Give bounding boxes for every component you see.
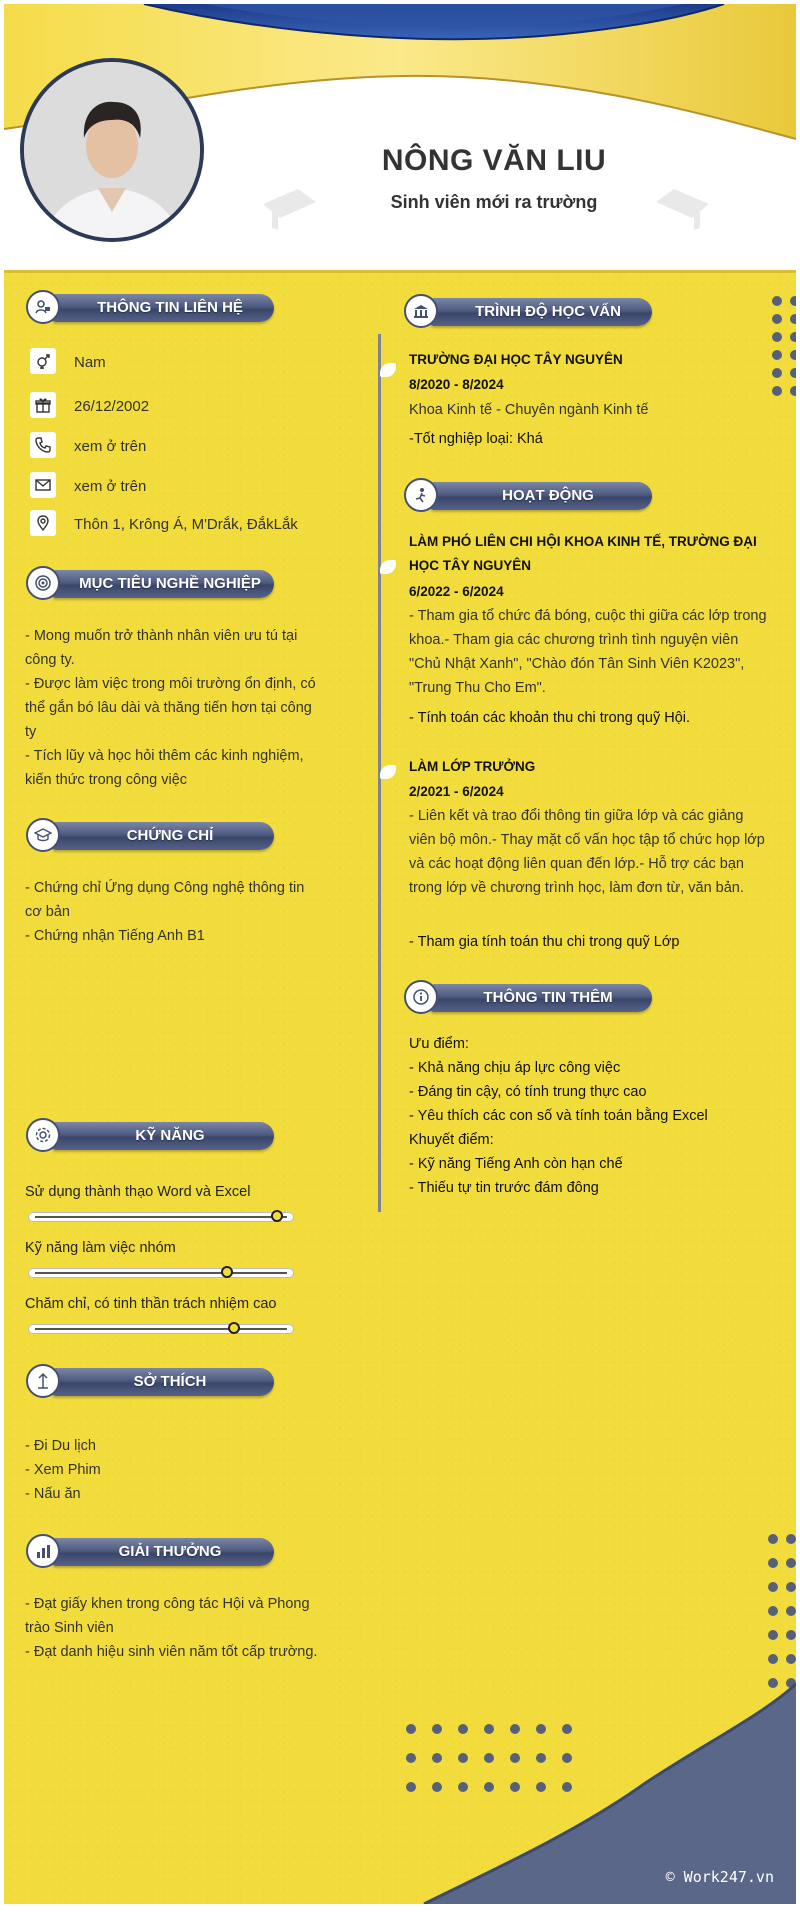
activity-role: LÀM LỚP TRƯỞNG	[409, 759, 536, 774]
education-major: Khoa Kinh tế - Chuyên ngành Kinh tế	[409, 402, 649, 418]
skill-label: Kỹ năng làm việc nhóm	[25, 1240, 176, 1256]
timeline-bullet	[380, 765, 396, 779]
avatar-portrait-icon	[24, 62, 200, 238]
info-icon	[404, 980, 438, 1014]
gear-icon	[26, 1118, 60, 1152]
target-icon	[26, 566, 60, 600]
skill-bar-teamwork	[28, 1268, 294, 1278]
cv-header	[4, 4, 796, 272]
education-school: TRƯỜNG ĐẠI HỌC TÂY NGUYÊN	[409, 352, 623, 367]
timeline-bullet	[380, 363, 396, 377]
hobbies-text: - Đi Du lịch - Xem Phim - Nấu ăn	[25, 1438, 101, 1502]
cv-page: NÔNG VĂN LIU Sinh viên mới ra trường THÔNG TIN LIÊN HỆ Nam 26/12/2002 xem ở trên xem ở trên Thôn 1, Krông Á, M'Drắk, ĐắkLắk MỤC TIÊU NGHỀ NGHIỆP - Mong muốn trở thành nhân viên ưu tú tại công ty. - Được làm việc trong môi trường ổn định, có thể gắn bó lâu dài và thăng tiến hơn tại công ty - Tích lũy và học hỏi thêm các kinh nghiệm, kiến thức trong công việc CHỨNG CHỈ - Chứng chỉ Ứng dụng Công nghệ thông tin cơ bản - Chứng nhận Tiếng Anh B1 KỸ NĂNG Sử dụng thành thạo Word và Excel Kỹ năng làm việc nhóm Chăm chỉ, có tinh thần trách nhiệm cao SỞ THÍCH - Đi Du lịch - Xem Phim - Nấu ăn GIẢI THƯỞNG - Đạt giấy khen trong công tác Hội và Phong trào Sinh viên - Đạt danh hiệu sinh viên năm tốt cấp trường. TRÌNH ĐỘ HỌC VẤN TRƯỜNG ĐẠI HỌC TÂY NGUYÊN 8/2020 - 8/2024 Khoa Kinh tế - Chuyên ngành Kinh tế -Tốt nghiệp loại: Khá HOẠT ĐỘNG LÀM PHÓ LIÊN CHI HỘI KHOA KINH TẾ, TRƯỜNG ĐẠI HỌC TÂY NGUYÊN 6/2022 - 6/2024 - Tham gia tổ chức đá bóng, cuộc thi giữa các lớp trong khoa.- Tham gia các chương trình tình nguyện viên "Chủ Nhật Xanh", "Chào đón Tân Sinh Viên K2023", "Trung Thu Cho Em". - Tính toán các khoản thu chi trong quỹ Hội. LÀM LỚP TRƯỞNG 2/2021 - 6/2024 - Liên kết và trao đổi thông tin giữa lớp và các giảng viên bộ môn.- Thay mặt cố vấn học tập tổ chức họp lớp và các hoạt động liên quan đến lớp.- Hỗ trợ các bạn trong lớp về chương trình học, làm đơn từ, văn bản. - Tham gia tính toán thu chi trong quỹ Lớp THÔNG TIN THÊM Ưu điểm: - Khả năng chịu áp lực công việc - Đáng tin cậy, có tính trung thực cao - Yêu thích các con số và tính toán bằng Excel Khuyết điểm: - Kỹ năng Tiếng Anh còn hạn chế - Thiếu tự tin trước đám đông © Work247.vn	[4, 4, 796, 1904]
decorative-dots	[768, 1534, 796, 1684]
activity-description: - Liên kết và trao đổi thông tin giữa lớp và các giảng viên bộ môn.- Thay mặt cố vấn học tập tổ chức họp lớp và các hoạt động liên quan đến lớp.- Hỗ trợ các bạn trong lớp về chương trình học, làm đơn từ, văn bản.	[409, 808, 765, 896]
objective-text: - Mong muốn trở thành nhân viên ưu tú tại công ty. - Được làm việc trong môi trường ổn định, có thể gắn bó lâu dài và thăng tiến hơn tại công ty - Tích lũy và học hỏi thêm các kinh nghiệm, kiến thức trong công việc	[25, 628, 316, 788]
timeline-bullet	[380, 560, 396, 574]
contact-info-icon	[26, 290, 60, 324]
decorative-dots	[772, 296, 796, 416]
skill-label: Sử dụng thành thạo Word và Excel	[25, 1184, 251, 1200]
school-icon	[404, 294, 438, 328]
skill-bar-word-excel	[28, 1212, 294, 1222]
activity-extra: - Tham gia tính toán thu chi trong quỹ Lớp	[409, 934, 680, 950]
certificate-icon	[26, 818, 60, 852]
mail-icon	[30, 472, 56, 498]
profile-photo	[20, 58, 204, 242]
more-info-text: Ưu điểm: - Khả năng chịu áp lực công việc - Đáng tin cậy, có tính trung thực cao - Yêu thích các con số và tính toán bằng Excel Khuyết điểm: - Kỹ năng Tiếng Anh còn hạn chế - Thiếu tự tin trước đám đông	[409, 1036, 708, 1196]
activity-period: 2/2021 - 6/2024	[409, 784, 504, 799]
awards-text: - Đạt giấy khen trong công tác Hội và Phong trào Sinh viên - Đạt danh hiệu sinh viên năm tốt cấp trường.	[25, 1596, 318, 1660]
certificates-text: - Chứng chỉ Ứng dụng Công nghệ thông tin cơ bản - Chứng nhận Tiếng Anh B1	[25, 880, 305, 944]
education-period: 8/2020 - 8/2024	[409, 377, 504, 392]
award-icon	[26, 1534, 60, 1568]
gift-icon	[30, 392, 56, 418]
activity-extra: - Tính toán các khoản thu chi trong quỹ Hội.	[409, 710, 691, 726]
candidate-title: Sinh viên mới ra trường	[390, 192, 598, 212]
gender-icon	[30, 348, 56, 374]
activity-icon	[404, 478, 438, 512]
location-icon	[30, 510, 56, 536]
skill-label: Chăm chỉ, có tinh thần trách nhiệm cao	[25, 1296, 277, 1312]
activity-description: - Tham gia tổ chức đá bóng, cuộc thi giữa các lớp trong khoa.- Tham gia các chương trình tình nguyện viên "Chủ Nhật Xanh", "Chào đón Tân Sinh Viên K2023", "Trung Thu Cho Em".	[409, 608, 767, 696]
header-divider	[4, 270, 796, 273]
activity-role: LÀM PHÓ LIÊN CHI HỘI KHOA KINH TẾ, TRƯỜNG ĐẠI HỌC TÂY NGUYÊN	[409, 534, 757, 573]
education-result: -Tốt nghiệp loại: Khá	[409, 431, 543, 447]
activity-period: 6/2022 - 6/2024	[409, 584, 504, 599]
watermark: © Work247.vn	[665, 1868, 774, 1886]
skill-level-knob	[271, 1210, 283, 1222]
candidate-name: NÔNG VĂN LIU	[381, 144, 607, 177]
skill-bar-diligence	[28, 1324, 294, 1334]
hobby-icon	[26, 1364, 60, 1398]
skill-level-knob	[228, 1322, 240, 1334]
skill-level-knob	[221, 1266, 233, 1278]
phone-icon	[30, 432, 56, 458]
